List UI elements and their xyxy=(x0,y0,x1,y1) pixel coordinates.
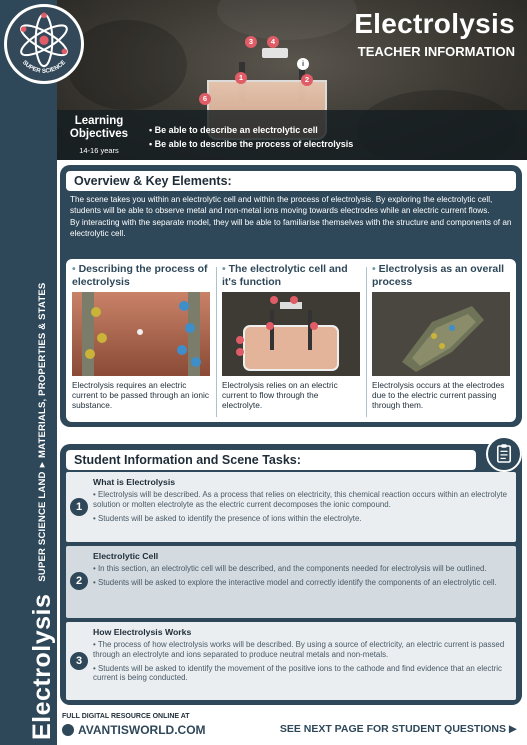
arrow-right-icon: ▶ xyxy=(508,723,517,735)
key-element-column xyxy=(372,263,510,410)
overview-panel xyxy=(60,165,522,427)
key-element-text: Electrolysis relies on an electric current to flow through the electrolyte. xyxy=(222,380,338,410)
key-element-text: Electrolysis requires an electric current to be passed through an ionic substance. xyxy=(72,380,209,410)
website-url: AVANTISWORLD.COM xyxy=(78,723,206,737)
task-section xyxy=(66,472,516,542)
section-item: • The process of how electrolysis works will be described. By using a source of electricity, an electric current is passed through an electrolyte and ions separated to produce neutral metals and non-metals. xyxy=(93,640,508,660)
section-number: 1 xyxy=(70,498,88,516)
section-item: • Electrolysis will be described. As a process that relies on electricity, this chemical reaction occurs within an electrolyte solution or molten electrolyte as the electric current decomposes the ionic compound. xyxy=(93,490,508,510)
atom-icon xyxy=(7,7,81,81)
objective-item: • Be able to describe the process of electrolysis xyxy=(149,137,353,151)
overview-paragraph: By interacting with the separate model, they will be able to familiarise themselves with the structure and components of an electrolytic cell. xyxy=(70,218,512,238)
hotspot-marker-2: 2 xyxy=(301,74,313,86)
clipboard-icon xyxy=(486,436,522,472)
student-heading: Student Information and Scene Tasks: xyxy=(66,450,476,470)
objectives-list xyxy=(149,123,353,151)
learning-objectives-label: Learning Objectives xyxy=(69,115,129,140)
learning-objectives xyxy=(57,110,527,160)
svg-text:SUPER SCIENCE: SUPER SCIENCE xyxy=(20,59,68,75)
vertical-title-block xyxy=(28,60,56,740)
section-item: • Students will be asked to identify the presence of ions within the electrolyte. xyxy=(93,514,508,524)
task-section xyxy=(66,546,516,618)
super-science-logo xyxy=(4,4,84,84)
key-element-title: • Electrolysis as an overall process xyxy=(372,263,505,288)
footer-label: FULL DIGITAL RESOURCE ONLINE AT xyxy=(62,713,190,720)
section-number: 2 xyxy=(70,572,88,590)
section-item: • In this section, an electrolytic cell will be described, and the components needed for electrolysis will be outlined. xyxy=(93,564,508,574)
key-element-title: • The electrolytic cell and it's function xyxy=(222,263,348,288)
key-element-title: • Describing the process of electrolysis xyxy=(72,263,208,288)
battery-graphic xyxy=(262,48,288,58)
section-number: 3 xyxy=(70,652,88,670)
hotspot-marker-3: 3 xyxy=(245,36,257,48)
overview-paragraph: The scene takes you within an electrolytic cell and within the process of electrolysis. By exploring the electrolytic cell, students will be able to observe metal and non-metal ions moving towards electrodes while an electric current flows. xyxy=(70,195,493,215)
website-link[interactable] xyxy=(62,723,206,737)
student-panel xyxy=(60,444,522,705)
overview-heading: Overview & Key Elements: xyxy=(66,171,516,191)
globe-icon xyxy=(62,724,74,736)
vertical-subtitle-topic: MATERIALS, PROPERTIES & STATES xyxy=(36,282,48,459)
section-item: • Students will be asked to explore the interactive model and correctly identify the components of an electrolytic cell. xyxy=(93,578,508,588)
hotspot-marker-6: 6 xyxy=(199,93,211,105)
column-divider xyxy=(366,267,367,417)
section-title: How Electrolysis Works xyxy=(93,627,192,637)
key-elements xyxy=(66,259,516,422)
page-title: Electrolysis xyxy=(354,8,515,39)
hotspot-marker-info: i xyxy=(297,58,309,70)
next-page-text: SEE NEXT PAGE FOR STUDENT QUESTIONS xyxy=(279,723,506,735)
ions-scene-image xyxy=(72,292,210,376)
section-title: Electrolytic Cell xyxy=(93,551,159,561)
key-element-column xyxy=(72,263,210,410)
vertical-title: Electrolysis xyxy=(27,593,56,740)
task-section xyxy=(66,622,516,700)
age-range: 14-16 years xyxy=(79,146,119,155)
electrolytic-cell-image xyxy=(222,292,360,376)
vertical-subtitle-land: SUPER SCIENCE LAND xyxy=(36,471,48,582)
electrode-process-image xyxy=(372,292,510,376)
key-element-text: Electrolysis occurs at the electrodes due to the electric current passing through them. xyxy=(372,380,505,410)
sidebar xyxy=(0,0,57,745)
overview-text xyxy=(70,195,516,241)
page-subtitle: TEACHER INFORMATION xyxy=(357,44,515,59)
section-item: • Students will be asked to identify the movement of the positive ions to the cathode and find evidence that an electric current is being conducted. xyxy=(93,664,508,684)
objective-item: • Be able to describe an electrolytic cell xyxy=(149,123,353,137)
hotspot-marker-1: 1 xyxy=(235,72,247,84)
column-divider xyxy=(216,267,217,417)
next-page-link[interactable] xyxy=(280,723,517,735)
section-title: What is Electrolysis xyxy=(93,477,176,487)
key-element-column xyxy=(222,263,360,410)
hotspot-marker-4: 4 xyxy=(267,36,279,48)
arrow-right-icon: ▶ xyxy=(39,462,46,468)
